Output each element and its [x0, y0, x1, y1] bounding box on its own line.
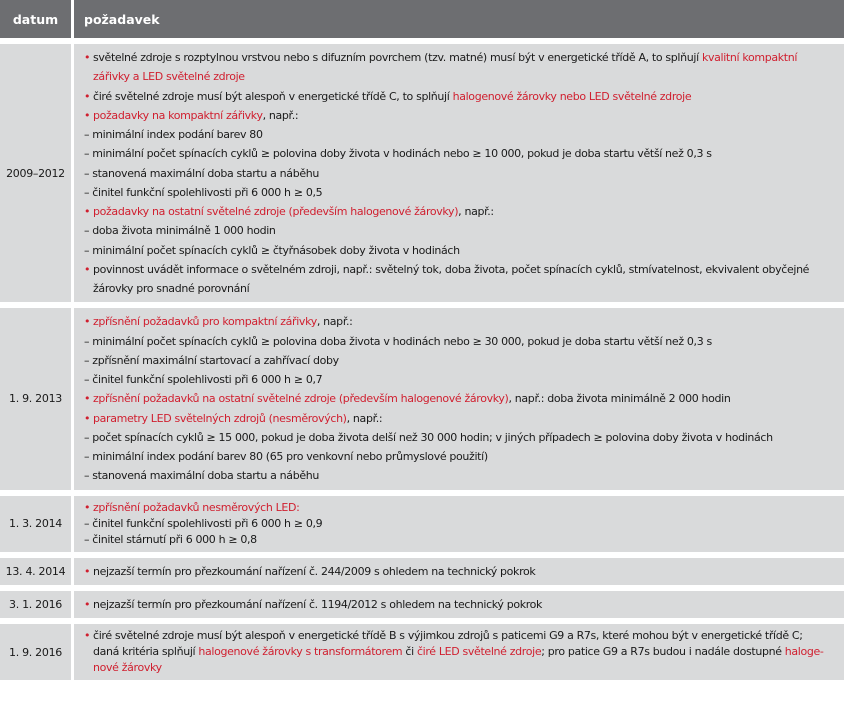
text: – činitel funkční spolehlivosti při 6 000 h ≥ 0,9: [84, 516, 323, 530]
text: povinnost uvádět informace o světelném zdroji, např.: světelný tok, doba života, počet spínacích cyklů, stmívatelnost, ekvivalent obyčejné: [93, 262, 810, 276]
bullet-item: [84, 389, 838, 408]
bullet-item: [84, 106, 838, 125]
text: nejzazší termín pro přezkoumání nařízení č. 244/2009 s ohledem na technický pokrok: [93, 564, 536, 578]
sub-item: [84, 447, 838, 466]
table-header: [0, 0, 844, 38]
highlight-text: nové žárovky: [93, 661, 162, 675]
text: daná kritéria splňují: [93, 645, 199, 659]
text: – minimální počet spínacích cyklů ≥ čtyřnásobek doby života v hodinách: [84, 243, 460, 257]
text: světelné zdroje s rozptylnou vrstvou nebo s difuzním povrchem (tzv. matné) musí být v energetické třídě A, to splňují: [93, 51, 702, 64]
sub-item: [84, 332, 838, 351]
bullet-item: [84, 644, 838, 660]
text: , např.:: [316, 315, 353, 329]
bullet-item: [84, 409, 838, 428]
text: – minimální počet spínacích cyklů ≥ polovina doby života v hodinách nebo ≥ 10 000, pokud je doba startu větší než 0,3 s: [84, 147, 712, 161]
text: čiré světelné zdroje musí být alespoň v energetické třídě B s výjimkou zdrojů s paticemi G9 a R7s, které mohou být v energetické třídě C;: [93, 629, 803, 643]
bullet-item: [84, 595, 838, 614]
sub-item: [84, 221, 838, 240]
text: či: [402, 645, 417, 659]
row-date: 1. 9. 2016: [0, 624, 71, 680]
bullet-item: [84, 48, 838, 67]
bullet-item: [84, 660, 838, 676]
bullet-item: [84, 562, 838, 581]
row-date: 2009–2012: [0, 44, 71, 302]
text: – minimální počet spínacích cyklů ≥ polovina doba života v hodinách nebo ≥ 30 000, pokud je doba startu větší než 0,3 s: [84, 334, 712, 348]
bullet-item: [84, 312, 838, 331]
text: ; pro patice G9 a R7s budou i nadále dostupné: [541, 645, 785, 659]
bullet-item: [84, 260, 838, 279]
text: – činitel stárnutí při 6 000 h ≥ 0,8: [84, 532, 257, 546]
row-requirements: [74, 496, 844, 552]
row-requirements: [74, 44, 844, 302]
text: nejzazší termín pro přezkoumání nařízení č. 1194/2012 s ohledem na technický pokrok: [93, 597, 543, 611]
table-row: [0, 558, 844, 585]
highlight-text: parametry LED světelných zdrojů (nesměrových): [93, 411, 347, 425]
table-row: [0, 496, 844, 552]
sub-item: [84, 125, 838, 144]
highlight-text: halogenové žárovky nebo LED světelné zdroje: [452, 89, 692, 103]
sub-item: [84, 532, 838, 548]
sub-item: [84, 241, 838, 260]
text: – činitel funkční spolehlivosti při 6 000 h ≥ 0,7: [84, 373, 323, 386]
text: , např.: doba života minimálně 2 000 hodin: [508, 392, 731, 406]
text: čiré světelné zdroje musí být alespoň v energetické třídě C, to splňují: [93, 89, 453, 103]
sub-item: [84, 144, 838, 163]
row-requirements: [74, 558, 844, 585]
row-date: 13. 4. 2014: [0, 558, 71, 585]
text: – stanovená maximální doba startu a náběhu: [84, 166, 319, 180]
text: – stanovená maximální doba startu a náběhu: [84, 469, 319, 483]
highlight-text: požadavky na ostatní světelné zdroje (především halogenové žárovky): [93, 205, 459, 218]
sub-item: [84, 516, 838, 532]
table-row: [0, 308, 844, 489]
bullet-item: [84, 628, 838, 644]
row-requirements: [74, 308, 844, 489]
row-date: 1. 3. 2014: [0, 496, 71, 552]
header-requirement: požadavek: [74, 0, 844, 38]
text: – činitel funkční spolehlivosti při 6 000 h ≥ 0,5: [84, 185, 323, 199]
text: , např.:: [346, 411, 383, 425]
bullet-item: [84, 87, 838, 106]
highlight-text: halogenové žárovky s transformátorem: [198, 645, 403, 659]
highlight-text: haloge-: [784, 645, 824, 659]
table-row: [0, 591, 844, 618]
row-requirements: [74, 624, 844, 680]
bullet-item: [84, 202, 838, 221]
highlight-text: zářivky a LED světelné zdroje: [93, 70, 245, 84]
text: – minimální index podání barev 80 (65 pro venkovní nebo průmyslové použití): [84, 450, 488, 463]
table-body: [0, 44, 844, 680]
highlight-text: čiré LED světelné zdroje: [416, 645, 542, 659]
text: , např.:: [458, 205, 494, 218]
sub-item: [84, 370, 838, 389]
highlight-text: zpřísnění požadavků nesměrových LED:: [93, 500, 300, 514]
table-row: [0, 624, 844, 680]
table-row: [0, 44, 844, 302]
sub-item: [84, 428, 838, 447]
sub-item: [84, 183, 838, 202]
row-date: 3. 1. 2016: [0, 591, 71, 618]
text: – doba života minimálně 1 000 hodin: [84, 224, 276, 238]
sub-item: [84, 466, 838, 485]
row-requirements: [74, 591, 844, 618]
text: – počet spínacích cyklů ≥ 15 000, pokud je doba života delší než 30 000 hodin; v jiných případech ≥ polovina doby života v hodinách: [84, 430, 773, 444]
bullet-item: [84, 279, 838, 298]
highlight-text: kvalitní kompaktní: [701, 51, 798, 64]
text: žárovky pro snadné porovnání: [93, 282, 250, 295]
text: , např.:: [262, 108, 299, 122]
row-date: 1. 9. 2013: [0, 308, 71, 489]
header-date: datum: [0, 0, 71, 38]
highlight-text: zpřísnění požadavků pro kompaktní zářivky: [93, 315, 317, 329]
highlight-text: zpřísnění požadavků na ostatní světelné zdroje (především halogenové žárovky): [93, 392, 509, 406]
bullet-item: [84, 500, 838, 516]
sub-item: [84, 351, 838, 370]
highlight-text: požadavky na kompaktní zářivky: [93, 108, 263, 122]
sub-item: [84, 164, 838, 183]
text: – minimální index podání barev 80: [84, 128, 263, 141]
text: – zpřísnění maximální startovací a zahřívací doby: [84, 353, 339, 367]
bullet-item: [84, 67, 838, 86]
